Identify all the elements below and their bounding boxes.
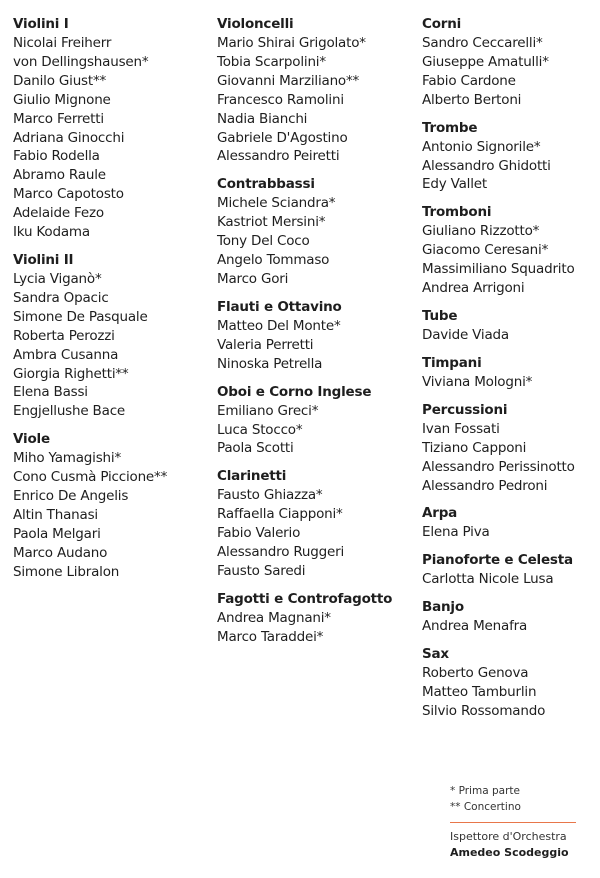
section-title: Trombe bbox=[422, 119, 478, 136]
member-name: Sandra Opacic bbox=[13, 289, 109, 306]
member-name: Roberta Perozzi bbox=[13, 327, 115, 344]
member-name: Fabio Cardone bbox=[422, 72, 516, 89]
inspector-role: Ispettore d'Orchestra bbox=[450, 830, 567, 843]
inspector-block bbox=[450, 829, 569, 861]
member-name: Emiliano Greci* bbox=[217, 402, 319, 419]
member-name: Matteo Tamburlin bbox=[422, 684, 537, 701]
member-name: Cono Cusmà Piccione** bbox=[13, 469, 168, 486]
member-name: Gabriele D'Agostino bbox=[217, 129, 348, 146]
member-name: Tony Del Coco bbox=[217, 233, 310, 250]
section-title: Corni bbox=[422, 16, 462, 32]
member-name: Tobia Scarpolini* bbox=[217, 53, 326, 70]
member-name: Davide Viada bbox=[422, 326, 509, 343]
section bbox=[217, 297, 417, 374]
section bbox=[217, 382, 417, 459]
member-name: Giuseppe Amatulli* bbox=[422, 53, 549, 70]
section bbox=[422, 118, 600, 195]
member-name: Viviana Mologni* bbox=[422, 373, 533, 390]
member-name: Paola Scotti bbox=[217, 440, 294, 457]
section bbox=[422, 353, 600, 392]
section-title: Percussioni bbox=[422, 401, 508, 418]
member-name: Miho Yamagishi* bbox=[13, 450, 121, 467]
section-title: Timpani bbox=[422, 354, 482, 371]
member-name: Marco Gori bbox=[217, 270, 289, 287]
member-name: Elena Piva bbox=[422, 524, 490, 541]
member-name: Marco Taraddei* bbox=[217, 628, 324, 645]
member-name: Carlotta Nicole Lusa bbox=[422, 571, 554, 588]
section-title: Tube bbox=[422, 307, 458, 324]
member-name: Ivan Fossati bbox=[422, 420, 500, 437]
section-title: Banjo bbox=[422, 599, 464, 616]
member-name: Adriana Ginocchi bbox=[13, 129, 125, 146]
section bbox=[422, 202, 600, 298]
member-name: Fabio Valerio bbox=[217, 525, 301, 542]
section-title: Oboi e Corno Inglese bbox=[217, 383, 372, 400]
inspector-name: Amedeo Scodeggio bbox=[450, 846, 569, 859]
section bbox=[422, 14, 600, 110]
member-name: Fausto Ghiazza* bbox=[217, 487, 323, 504]
member-name: Matteo Del Monte* bbox=[217, 317, 341, 334]
member-name: Valeria Perretti bbox=[217, 336, 314, 353]
member-name: Roberto Genova bbox=[422, 665, 529, 682]
section-title: Tromboni bbox=[422, 204, 492, 221]
member-name: Andrea Arrigoni bbox=[422, 280, 525, 297]
section-title: Violini I bbox=[13, 16, 69, 32]
member-name: Simone Libralon bbox=[13, 563, 120, 580]
member-name: Edy Vallet bbox=[422, 176, 487, 193]
section-title: Pianoforte e Celesta bbox=[422, 552, 573, 569]
member-name: Elena Bassi bbox=[13, 384, 88, 401]
member-name: Alessandro Pedroni bbox=[422, 477, 548, 494]
section bbox=[13, 250, 213, 421]
member-name: Francesco Ramolini bbox=[217, 91, 344, 108]
member-name: Simone De Pasquale bbox=[13, 308, 148, 325]
member-name: Danilo Giust** bbox=[13, 72, 107, 89]
member-name: Paola Melgari bbox=[13, 525, 101, 542]
section-title: Violoncelli bbox=[217, 16, 294, 32]
section bbox=[217, 466, 417, 581]
section-title: Viole bbox=[13, 431, 50, 448]
member-name: Massimiliano Squadrito bbox=[422, 261, 575, 278]
member-name: Engjellushe Bace bbox=[13, 403, 126, 420]
member-name: Michele Sciandra* bbox=[217, 195, 336, 212]
member-name: Alessandro Perissinotto bbox=[422, 458, 575, 475]
legend-prima-parte: * Prima parte bbox=[450, 785, 520, 797]
member-name: Andrea Menafra bbox=[422, 618, 528, 635]
member-name: Altin Thanasi bbox=[13, 506, 98, 523]
member-name: Raffaella Ciapponi* bbox=[217, 506, 343, 523]
section bbox=[422, 400, 600, 496]
member-name: Nadia Bianchi bbox=[217, 110, 308, 127]
member-name: von Dellingshausen* bbox=[13, 53, 149, 70]
section bbox=[13, 429, 213, 581]
legend bbox=[450, 783, 521, 815]
divider bbox=[450, 822, 576, 823]
column-1 bbox=[13, 14, 213, 590]
section bbox=[422, 306, 600, 345]
column-2 bbox=[217, 14, 417, 655]
member-name: Alessandro Ruggeri bbox=[217, 544, 345, 561]
section-title: Fagotti e Controfagotto bbox=[217, 590, 393, 607]
section bbox=[422, 503, 600, 542]
member-name: Adelaide Fezo bbox=[13, 205, 104, 222]
member-name: Sandro Ceccarelli* bbox=[422, 35, 543, 51]
member-name: Mario Shirai Grigolato* bbox=[217, 35, 366, 51]
member-name: Silvio Rossomando bbox=[422, 702, 546, 719]
member-name: Fausto Saredi bbox=[217, 562, 306, 579]
member-name: Alessandro Peiretti bbox=[217, 148, 340, 165]
member-name: Giuliano Rizzotto* bbox=[422, 223, 540, 240]
member-name: Marco Ferretti bbox=[13, 110, 104, 127]
member-name: Marco Capotosto bbox=[13, 186, 124, 203]
member-name: Kastriot Mersini* bbox=[217, 214, 326, 231]
member-name: Ambra Cusanna bbox=[13, 346, 119, 363]
member-name: Alberto Bertoni bbox=[422, 91, 522, 108]
section bbox=[13, 14, 213, 242]
section bbox=[217, 589, 417, 647]
member-name: Andrea Magnani* bbox=[217, 609, 331, 626]
section bbox=[422, 550, 600, 589]
legend-concertino: ** Concertino bbox=[450, 801, 521, 813]
section bbox=[422, 644, 600, 721]
member-name: Fabio Rodella bbox=[13, 148, 100, 165]
member-name: Alessandro Ghidotti bbox=[422, 157, 551, 174]
member-name: Luca Stocco* bbox=[217, 421, 303, 438]
member-name: Giorgia Righetti** bbox=[13, 365, 129, 382]
section bbox=[217, 14, 417, 166]
member-name: Iku Kodama bbox=[13, 224, 90, 241]
section bbox=[217, 174, 417, 289]
member-name: Antonio Signorile* bbox=[422, 138, 541, 155]
member-name: Enrico De Angelis bbox=[13, 488, 129, 505]
section-title: Arpa bbox=[422, 505, 458, 522]
member-name: Giovanni Marziliano** bbox=[217, 72, 360, 89]
member-name: Marco Audano bbox=[13, 544, 108, 561]
member-name: Angelo Tommaso bbox=[217, 252, 330, 269]
member-name: Nicolai Freiherr bbox=[13, 35, 112, 51]
section-title: Clarinetti bbox=[217, 468, 287, 485]
member-name: Tiziano Capponi bbox=[422, 439, 527, 456]
column-3 bbox=[422, 14, 600, 729]
section bbox=[422, 597, 600, 636]
member-name: Abramo Raule bbox=[13, 167, 106, 184]
member-name: Lycia Viganò* bbox=[13, 270, 102, 287]
member-name: Giulio Mignone bbox=[13, 91, 111, 108]
section-title: Sax bbox=[422, 646, 449, 663]
member-name: Ninoska Petrella bbox=[217, 355, 323, 372]
member-name: Giacomo Ceresani* bbox=[422, 242, 549, 259]
section-title: Flauti e Ottavino bbox=[217, 298, 342, 315]
section-title: Violini II bbox=[13, 251, 74, 268]
section-title: Contrabbassi bbox=[217, 176, 315, 193]
